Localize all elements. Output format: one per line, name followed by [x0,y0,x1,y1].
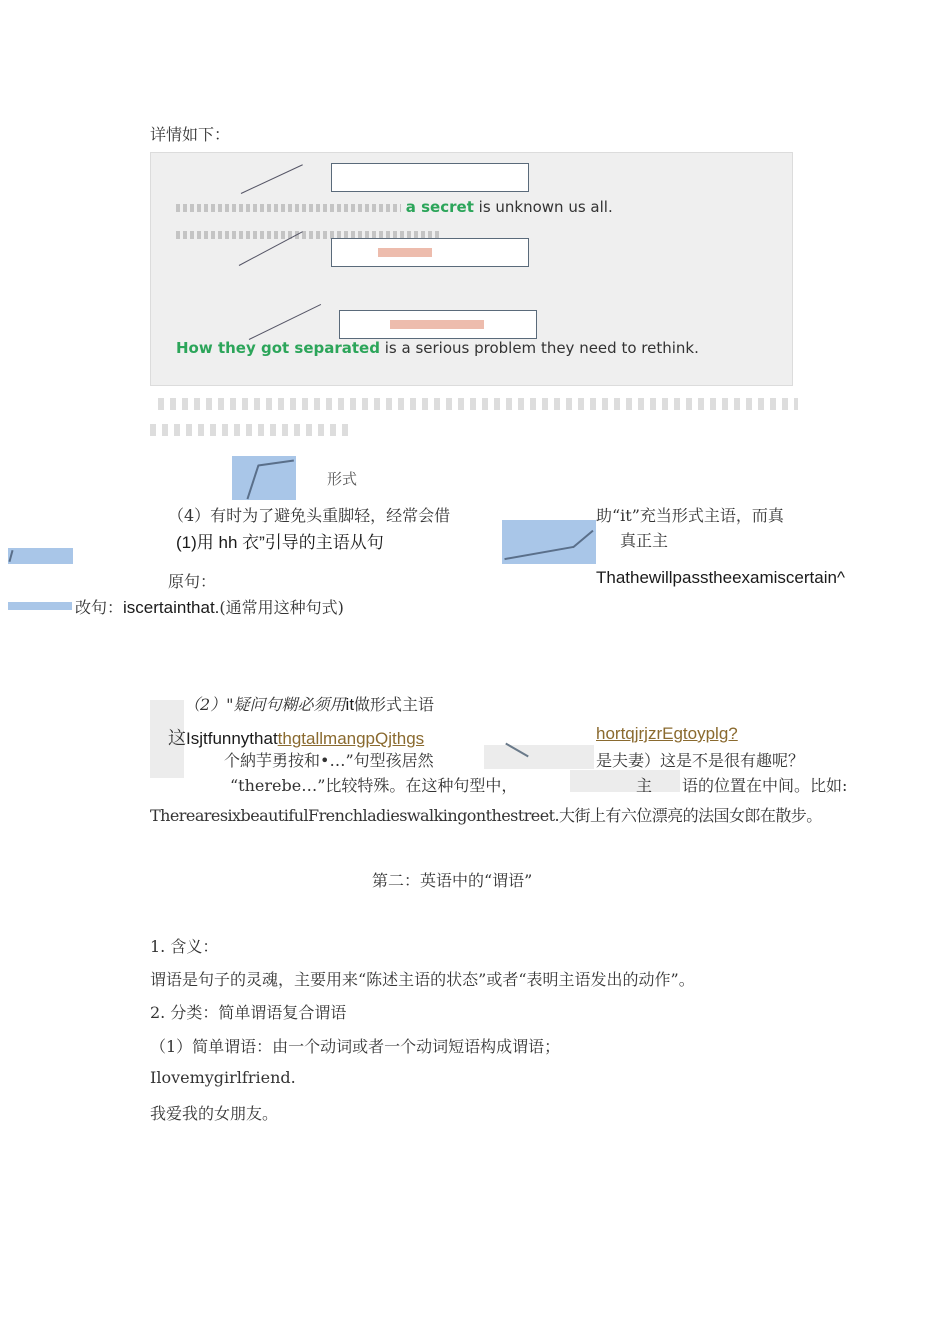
para2-line4-right: 语的位置在中间。比如: [682,776,848,795]
obscured-text-line [158,398,798,410]
para4-line2-right: 真正主 [620,531,669,550]
diagram-row-1: a secret is unknown us all. [176,198,613,216]
para2-example: 这IsjtfunnythatthgtallmangpQjthgs [168,728,425,749]
grey-shape [570,770,680,792]
diagram-label-box-3 [339,310,537,339]
example-link-2[interactable]: hortqjrjzrEgtoyplg? [596,724,738,743]
item-2: 2. 分类：简单谓语复合谓语 [150,1003,347,1022]
blue-shape [8,548,73,564]
para2-line4-left: “therebe…”比较特殊。在这种句型中， [230,776,518,795]
changed-sentence-line: 改句：iscertainthat.(通常用这种句式) [75,598,344,617]
para4-line1-right: 助“it”充当形式主语，而真 [596,506,784,525]
section-title: 第二：英语中的“谓语” [372,871,533,890]
original-sentence: Thathewillpasstheexamiscertain^ [596,568,845,587]
example-english: Ilovemygirlfriend. [150,1068,296,1087]
diagram-label-box-2 [331,238,529,267]
para2-heading: （2）"疑问句糊必须用it做形式主语 [184,695,435,714]
example-link-1[interactable]: thgtallmangpQjthgs [277,729,425,748]
diagram-pointer-line-1 [241,164,303,194]
grey-shape [484,745,594,769]
original-label: 原句： [168,572,217,591]
sentence-diagram-image [150,152,793,386]
para2-line5: TherearesixbeautifulFrenchladieswalkingonthestreet.大街上有六位漂亮的法国女郎在散步。 [150,806,822,825]
item-1: 1. 含义： [150,937,219,956]
subitem-1: （1）简单谓语：由一个动词或者一个动词短语构成谓语； [150,1037,561,1056]
diagram-label-box-1 [331,163,529,192]
blue-shape [8,602,72,610]
para4-line2-left: (1)用 hh 衣”引导的主语从句 [176,533,384,552]
para2-line3-right: 是夫妻）这是不是很有趣呢？ [596,751,805,770]
example-chinese: 我爱我的女朋友。 [150,1104,279,1123]
blue-shape [232,456,296,500]
shape-label: 形式 [327,470,358,488]
para2-line4-mid: 主 [636,776,653,795]
blue-shape [502,520,596,564]
diagram-pointer-line-3 [249,304,321,340]
obscured-text-line [150,424,350,436]
diagram-row-3: How they got separated is a serious problem they need to rethink. [176,339,699,357]
para4-line1-left: （4）有时为了避免头重脚轻，经常会借 [168,506,451,525]
intro-text: 详情如下： [150,125,231,144]
definition-text: 谓语是句子的灵魂，主要用来“陈述主语的状态”或者“表明主语发出的动作”。 [150,970,695,989]
para2-line3-left: 个納芋勇按和•…”句型孩居然 [224,751,434,770]
